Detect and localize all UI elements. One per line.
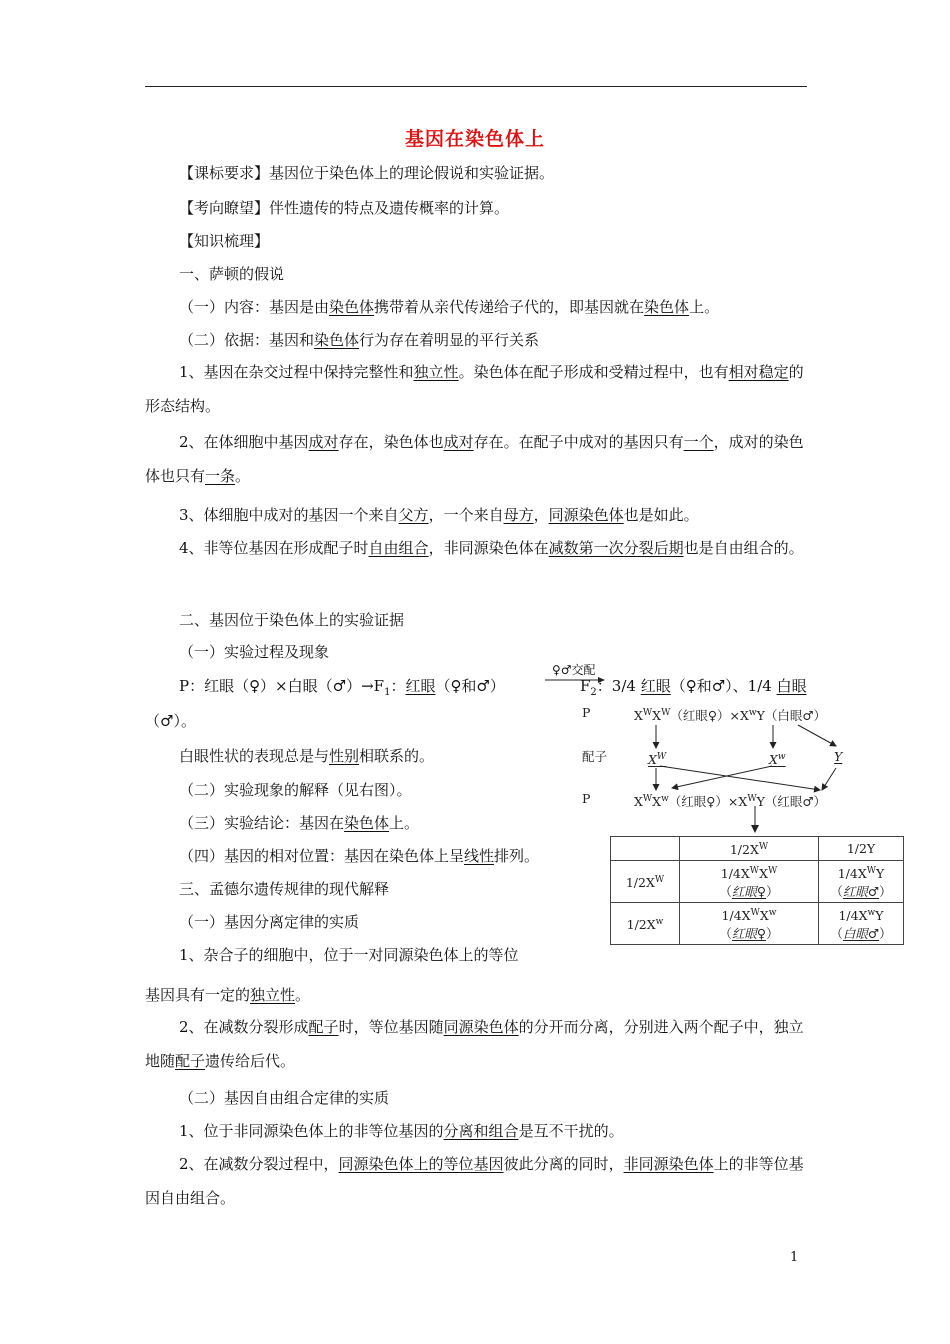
gene-position-line: （四）基因的相对位置：基因在染色体上呈线性排列。: [179, 847, 540, 865]
diagram-gamete-label: 配子: [582, 749, 608, 764]
gamete-y: Y: [834, 749, 843, 764]
row-header-xw-dominant: $1/2X^W$: [611, 861, 680, 903]
page-number: 1: [790, 1250, 799, 1265]
cross-line: P：红眼（♀）×白眼$(♂)\to F_1$：红眼（♀和♂）: [179, 677, 505, 698]
col-header-y: 1/2Y: [819, 837, 904, 861]
row-header-xw-recessive: $1/2X^w$: [611, 903, 680, 945]
assortment-point-2: 2、在减数分裂过程中，同源染色体上的等位基因彼此分离的同时，非同源染色体上的非等位基因自由组合。: [145, 1155, 804, 1207]
cell-xwxw-het: $1/4X^WX^w$ （红眼♀）: [680, 903, 819, 945]
to-table-arrow: [748, 806, 762, 834]
knowledge-heading: 【知识梳理】: [179, 232, 270, 250]
cell-xwxw: $1/4X^WX^W$ （红眼♀）: [680, 861, 819, 903]
punnett-square: [610, 836, 904, 945]
segregation-heading: （一）基因分离定律的实质: [179, 913, 360, 931]
basis-point-3: 3、体细胞中成对的基因一个来自父方，一个来自母方，同源染色体也是如此。: [179, 506, 699, 524]
experiment-heading: （一）实验过程及现象: [179, 643, 330, 661]
diagram-p-label: P: [582, 705, 591, 720]
segregation-point-1b: 基因具有一定的独立性。: [145, 986, 311, 1004]
explanation-heading: （二）实验现象的解释（见右图）。: [179, 781, 412, 799]
exam-outlook: 【考向瞭望】伴性遗传的特点及遗传概率的计算。: [179, 199, 510, 217]
cell-xwy-white: $1/4X^wY$ （白眼♂）: [819, 903, 904, 945]
gamete-xw-dominant: $X^W$: [648, 752, 667, 768]
conclusion-line: （三）实验结论：基因在染色体上。: [179, 814, 420, 832]
header-rule: [145, 86, 807, 87]
male-note: （♂）。: [145, 712, 196, 730]
sutton-basis: （二）依据：基因和染色体行为存在着明显的平行关系: [179, 331, 540, 349]
gamete-xw-recessive: $X^w$: [769, 752, 786, 768]
sutton-content: （一）内容：基因是由染色体携带着从亲代传递给子代的，即基因就在染色体上。: [179, 298, 720, 316]
diagram-p2-label: P: [582, 791, 591, 806]
basis-point-4: 4、非等位基因在形成配子时自由组合，非同源染色体在减数第一次分裂后期也是自由组合的。: [179, 539, 804, 557]
col-header-xw: $1/2X^W$: [680, 837, 819, 861]
mating-label: ♀♂交配: [552, 663, 596, 677]
basis-point-1: 1、基因在杂交过程中保持完整性和独立性。染色体在配子形成和受精过程中，也有相对稳定的形态结构。: [145, 363, 804, 415]
basis-point-2: 2、在体细胞中基因成对存在，染色体也成对存在。在配子中成对的基因只有一个，成对的染色体也只有一条。: [145, 433, 804, 485]
segregation-point-1a: 1、杂合子的细胞中，位于一对同源染色体上的等位: [179, 946, 519, 964]
section-2-heading: 二、基因位于染色体上的实验证据: [179, 611, 405, 629]
diagram-parent-1: $X^WX^W$（红眼$♀)\times X^wY$（白眼♂）: [634, 708, 827, 724]
curriculum-requirement: 【课标要求】基因位于染色体上的理论假说和实验证据。: [179, 164, 555, 182]
assortment-point-1: 1、位于非同源染色体上的非等位基因的分离和组合是互不干扰的。: [179, 1122, 624, 1140]
assortment-heading: （二）基因自由组合定律的实质: [179, 1089, 390, 1107]
white-eye-note: 白眼性状的表现总是与性别相联系的。: [179, 747, 435, 765]
page-title: 基因在染色体上: [404, 128, 545, 150]
cell-xwy: $1/4X^WY$ （红眼♂）: [819, 861, 904, 903]
section-1-heading: 一、萨顿的假说: [179, 265, 285, 283]
f2-result: $F_2$：3/4 红眼（♀和♂）、1/4 白眼: [580, 677, 807, 698]
segregation-point-2: 2、在减数分裂形成配子时，等位基因随同源染色体的分开而分离，分别进入两个配子中，独立地随配子遗传给后代。: [145, 1018, 804, 1070]
diagram-parent-2: $X^WX^w$（红眼$♀)\times X^WY$（红眼♂）: [634, 794, 827, 810]
section-3-heading: 三、孟德尔遗传规律的现代解释: [179, 880, 390, 898]
